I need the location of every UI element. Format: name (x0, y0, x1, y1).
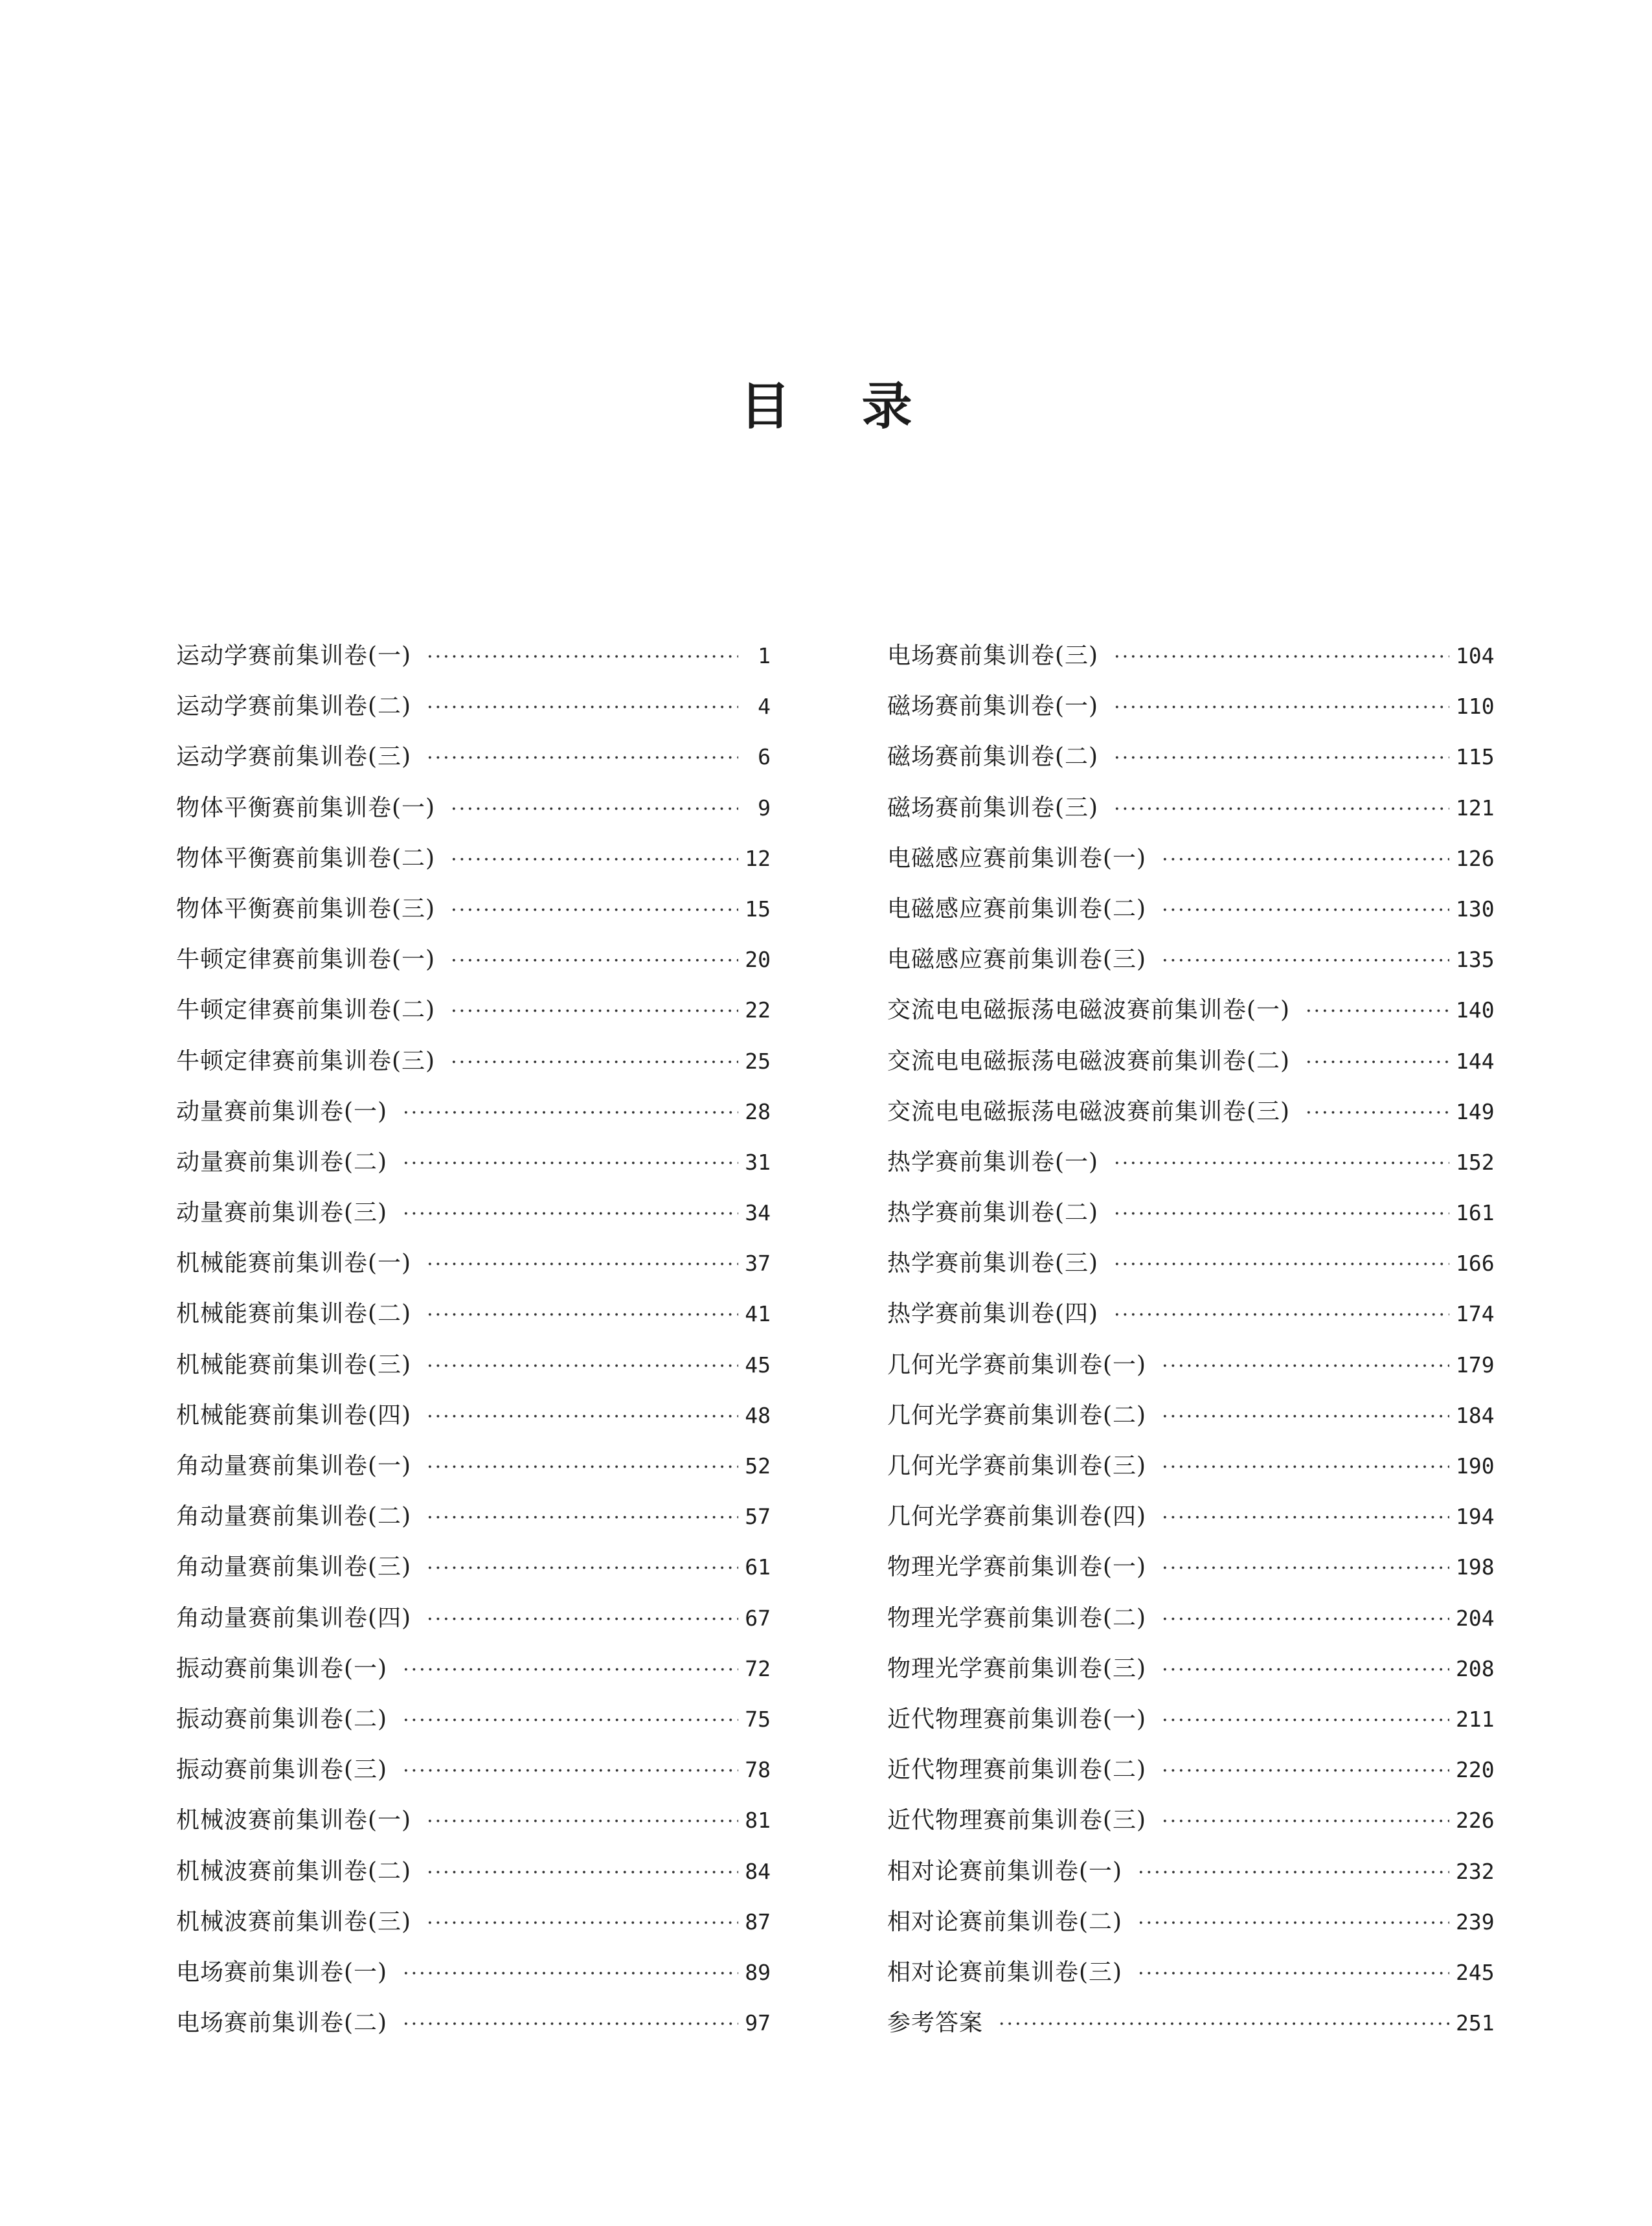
toc-entry[interactable] (887, 1087, 1495, 1137)
toc-entry-title: 物理光学赛前集训卷(三) (887, 1655, 1147, 1682)
toc-entry-page-number: 22 (745, 997, 771, 1023)
toc-entry-title: 动量赛前集训卷(二) (176, 1148, 388, 1175)
dot-leader (427, 1341, 738, 1392)
toc-entry-page-number: 89 (745, 1959, 771, 1985)
toc-entry-page-number: 174 (1456, 1301, 1495, 1327)
toc-entry-page-number: 57 (745, 1504, 771, 1530)
toc-entry[interactable] (176, 884, 771, 935)
dot-leader (403, 1088, 738, 1139)
toc-entry[interactable] (176, 1998, 771, 2049)
toc-entry-page-number: 72 (745, 1655, 771, 1681)
toc-entry[interactable] (887, 935, 1495, 985)
toc-entry-page-number: 251 (1456, 2010, 1495, 2036)
toc-entry[interactable] (887, 1441, 1495, 1492)
toc-entry[interactable] (176, 1087, 771, 1137)
toc-entry-page-number: 45 (745, 1352, 771, 1378)
toc-entry[interactable] (887, 1391, 1495, 1441)
toc-entry-page-number: 184 (1456, 1402, 1495, 1428)
toc-entry[interactable] (176, 1593, 771, 1644)
toc-entry-page-number: 121 (1456, 795, 1495, 821)
toc-entry-title: 近代物理赛前集训卷(一) (887, 1705, 1147, 1732)
toc-entry-page-number: 75 (745, 1706, 771, 1732)
toc-entry-title: 运动学赛前集训卷(二) (176, 693, 412, 720)
dot-leader (1162, 1645, 1449, 1696)
toc-entry[interactable] (176, 1542, 771, 1593)
toc-entry-title: 电磁感应赛前集训卷(二) (887, 895, 1147, 922)
toc-entry-title: 角动量赛前集训卷(一) (176, 1453, 412, 1479)
toc-entry-page-number: 115 (1456, 744, 1495, 770)
toc-entry-title: 牛顿定律赛前集训卷(一) (176, 946, 436, 973)
toc-entry[interactable] (887, 1948, 1495, 1998)
dot-leader (1306, 1088, 1449, 1139)
toc-entry[interactable] (887, 1745, 1495, 1795)
toc-entry-title: 磁场赛前集训卷(三) (887, 794, 1099, 821)
toc-entry-title: 参考答案 (887, 2010, 984, 2037)
toc-entry[interactable] (887, 985, 1495, 1036)
toc-entry[interactable] (887, 1289, 1495, 1339)
toc-entry-title: 电磁感应赛前集训卷(一) (887, 845, 1147, 872)
toc-entry-page-number: 78 (745, 1757, 771, 1783)
toc-entry-page-number: 179 (1456, 1352, 1495, 1378)
toc-entry-title: 角动量赛前集训卷(三) (176, 1554, 412, 1581)
toc-entry[interactable] (176, 1492, 771, 1542)
toc-entry-page-number: 41 (745, 1301, 771, 1327)
toc-entry-page-number: 149 (1456, 1098, 1495, 1124)
dot-leader (1114, 683, 1449, 733)
toc-entry-title: 角动量赛前集训卷(四) (176, 1604, 412, 1631)
toc-entry-page-number: 130 (1456, 896, 1495, 922)
dot-leader (1162, 1442, 1449, 1493)
toc-entry-title: 振动赛前集训卷(三) (176, 1756, 388, 1784)
page-title (0, 374, 1652, 439)
dot-leader (427, 1797, 738, 1847)
toc-entry[interactable] (887, 1340, 1495, 1391)
toc-entry[interactable] (887, 1644, 1495, 1694)
toc-entry[interactable] (176, 1238, 771, 1289)
dot-leader (1162, 1392, 1449, 1442)
toc-entry-title: 振动赛前集训卷(二) (176, 1705, 388, 1732)
toc-entry[interactable] (176, 1795, 771, 1846)
dot-leader (451, 885, 738, 936)
dot-leader (451, 986, 738, 1037)
dot-leader (427, 733, 738, 784)
dot-leader (403, 1696, 738, 1746)
toc-entry[interactable] (176, 1948, 771, 1998)
toc-entry-page-number: 37 (745, 1251, 771, 1277)
toc-entry[interactable] (176, 1644, 771, 1694)
toc-entry[interactable] (176, 935, 771, 985)
dot-leader (1114, 1290, 1449, 1341)
toc-entry-title: 物理光学赛前集训卷(二) (887, 1604, 1147, 1631)
toc-entry[interactable] (887, 1542, 1495, 1593)
toc-entry-title: 电场赛前集训卷(三) (887, 642, 1099, 669)
toc-entry[interactable] (176, 1340, 771, 1391)
toc-entry-title: 磁场赛前集训卷(二) (887, 744, 1099, 771)
toc-entry-title: 机械波赛前集训卷(三) (176, 1908, 412, 1935)
toc-entry-page-number: 166 (1456, 1251, 1495, 1277)
toc-entry[interactable] (176, 631, 771, 681)
dot-leader (1162, 1493, 1449, 1543)
dot-leader (427, 1493, 738, 1543)
toc-entry-page-number: 4 (758, 694, 771, 720)
toc-entry-title: 交流电电磁振荡电磁波赛前集训卷(二) (887, 1047, 1291, 1074)
toc-entry-page-number: 1 (758, 643, 771, 668)
toc-entry-title: 物理光学赛前集训卷(一) (887, 1554, 1147, 1581)
dot-leader (1306, 1038, 1449, 1088)
toc-entry-title: 物体平衡赛前集训卷(三) (176, 895, 436, 922)
toc-entry[interactable] (176, 1846, 771, 1897)
toc-entry-title: 动量赛前集训卷(三) (176, 1199, 388, 1227)
dot-leader (1138, 1949, 1449, 1999)
page-title-char-2: 录 (861, 377, 912, 436)
dot-leader (1114, 733, 1449, 784)
toc-entry-title: 近代物理赛前集训卷(二) (887, 1756, 1147, 1784)
toc-entry-title: 相对论赛前集训卷(一) (887, 1857, 1123, 1885)
toc-entry-page-number: 84 (745, 1858, 771, 1884)
toc-entry-title: 磁场赛前集训卷(一) (887, 693, 1099, 720)
toc-entry[interactable] (887, 834, 1495, 884)
toc-entry-title: 热学赛前集训卷(三) (887, 1250, 1099, 1277)
toc-entry[interactable] (176, 985, 771, 1036)
toc-entry[interactable] (887, 1188, 1495, 1238)
toc-entry-page-number: 204 (1456, 1605, 1495, 1631)
toc-entry-title: 物体平衡赛前集训卷(一) (176, 794, 436, 821)
dot-leader (451, 1038, 738, 1088)
toc-entry-page-number: 81 (745, 1808, 771, 1834)
toc-entry[interactable] (176, 1188, 771, 1238)
toc-entry[interactable] (887, 1694, 1495, 1745)
toc-entry-page-number: 48 (745, 1402, 771, 1428)
dot-leader (427, 1240, 738, 1290)
toc-entry-title: 几何光学赛前集训卷(一) (887, 1351, 1147, 1378)
toc-entry[interactable] (887, 1998, 1495, 2049)
toc-entry-title: 近代物理赛前集训卷(三) (887, 1807, 1147, 1834)
dot-leader (1162, 835, 1449, 885)
toc-entry-page-number: 67 (745, 1605, 771, 1631)
dot-leader (427, 683, 738, 733)
toc-entry-title: 动量赛前集训卷(一) (176, 1098, 388, 1125)
dot-leader (1114, 784, 1449, 835)
dot-leader (1162, 1543, 1449, 1594)
toc-entry[interactable] (887, 1238, 1495, 1289)
toc-entry-page-number: 208 (1456, 1655, 1495, 1681)
toc-entry-title: 机械能赛前集训卷(一) (176, 1250, 412, 1277)
dot-leader (427, 1898, 738, 1949)
toc-entry-page-number: 220 (1456, 1757, 1495, 1783)
toc-entry[interactable] (887, 884, 1495, 935)
toc-entry-page-number: 6 (758, 744, 771, 770)
toc-entry-title: 振动赛前集训卷(一) (176, 1655, 388, 1682)
toc-entry-page-number: 135 (1456, 947, 1495, 973)
dot-leader (427, 1392, 738, 1442)
dot-leader (427, 1848, 738, 1898)
toc-entry-title: 交流电电磁振荡电磁波赛前集训卷(一) (887, 997, 1291, 1024)
toc-entry-title: 机械波赛前集训卷(二) (176, 1857, 412, 1885)
toc-entry[interactable] (176, 1137, 771, 1188)
dot-leader (1162, 1595, 1449, 1645)
toc-entry[interactable] (887, 1795, 1495, 1846)
toc-entry-title: 电场赛前集训卷(一) (176, 1959, 388, 1986)
toc-entry[interactable] (176, 732, 771, 782)
dot-leader (1114, 1189, 1449, 1240)
dot-leader (1162, 885, 1449, 936)
toc-entry[interactable] (887, 732, 1495, 782)
dot-leader (403, 1645, 738, 1696)
toc-entry[interactable] (887, 681, 1495, 732)
dot-leader (1138, 1898, 1449, 1949)
toc-entry-page-number: 190 (1456, 1453, 1495, 1479)
toc-entry-page-number: 9 (758, 795, 771, 821)
toc-entry-page-number: 12 (745, 845, 771, 871)
toc-entry-title: 热学赛前集训卷(四) (887, 1300, 1099, 1328)
toc-entry-title: 几何光学赛前集训卷(三) (887, 1453, 1147, 1479)
toc-entry-page-number: 144 (1456, 1048, 1495, 1074)
toc-entry[interactable] (887, 1492, 1495, 1542)
toc-entry-title: 角动量赛前集训卷(二) (176, 1503, 412, 1530)
toc-entry[interactable] (887, 1036, 1495, 1087)
toc-entry-title: 电场赛前集训卷(二) (176, 2010, 388, 2037)
toc-entry-title: 电磁感应赛前集训卷(三) (887, 946, 1147, 973)
toc-entry-page-number: 161 (1456, 1200, 1495, 1226)
toc-entry[interactable] (176, 1745, 771, 1795)
toc-entry-page-number: 110 (1456, 694, 1495, 720)
dot-leader (427, 1595, 738, 1645)
toc-entry[interactable] (887, 1137, 1495, 1188)
toc-entry[interactable] (176, 1289, 771, 1339)
toc-entry-title: 热学赛前集训卷(一) (887, 1148, 1099, 1175)
toc-entry-page-number: 232 (1456, 1858, 1495, 1884)
toc-entry-title: 几何光学赛前集训卷(二) (887, 1402, 1147, 1429)
toc-entry-title: 物体平衡赛前集训卷(二) (176, 845, 436, 872)
toc-entry-page-number: 194 (1456, 1504, 1495, 1530)
toc-entry-page-number: 28 (745, 1098, 771, 1124)
dot-leader (403, 1949, 738, 1999)
toc-entry[interactable] (176, 834, 771, 884)
dot-leader (403, 1746, 738, 1797)
toc-entry-page-number: 15 (745, 896, 771, 922)
toc-entry-title: 机械能赛前集训卷(四) (176, 1402, 412, 1429)
toc-entry[interactable] (176, 1897, 771, 1948)
toc-entry-page-number: 34 (745, 1200, 771, 1226)
toc-entry-page-number: 140 (1456, 997, 1495, 1023)
dot-leader (1138, 1848, 1449, 1898)
toc-entry-title: 交流电电磁振荡电磁波赛前集训卷(三) (887, 1098, 1291, 1125)
toc-entry-title: 牛顿定律赛前集训卷(三) (176, 1047, 436, 1074)
toc-left-column (176, 631, 771, 2049)
toc-entry-page-number: 104 (1456, 643, 1495, 668)
toc-entry-title: 牛顿定律赛前集训卷(二) (176, 997, 436, 1024)
toc-entry[interactable] (176, 1694, 771, 1745)
toc-entry-page-number: 211 (1456, 1706, 1495, 1732)
dot-leader (403, 1189, 738, 1240)
toc-entry[interactable] (176, 783, 771, 834)
dot-leader (1114, 1240, 1449, 1290)
toc-entry-page-number: 97 (745, 2010, 771, 2036)
toc-entry[interactable] (887, 1897, 1495, 1948)
toc-entry-page-number: 245 (1456, 1959, 1495, 1985)
dot-leader (451, 936, 738, 986)
dot-leader (451, 784, 738, 835)
dot-leader (427, 1442, 738, 1493)
toc-entry-page-number: 152 (1456, 1149, 1495, 1175)
toc-entry-page-number: 52 (745, 1453, 771, 1479)
toc-entry-page-number: 31 (745, 1149, 771, 1175)
toc-entry-title: 几何光学赛前集训卷(四) (887, 1503, 1147, 1530)
toc-entry-page-number: 20 (745, 947, 771, 973)
toc-entry-page-number: 239 (1456, 1909, 1495, 1935)
dot-leader (999, 1999, 1449, 2050)
dot-leader (1162, 936, 1449, 986)
dot-leader (1114, 1139, 1449, 1189)
toc-entry-title: 运动学赛前集训卷(一) (176, 642, 412, 669)
toc-entry-title: 相对论赛前集训卷(二) (887, 1908, 1123, 1935)
toc-entry-page-number: 226 (1456, 1808, 1495, 1834)
toc-entry-title: 热学赛前集训卷(二) (887, 1199, 1099, 1227)
toc-entry-title: 运动学赛前集训卷(三) (176, 744, 412, 771)
toc-entry[interactable] (887, 1846, 1495, 1897)
toc-entry[interactable] (887, 631, 1495, 681)
dot-leader (1162, 1746, 1449, 1797)
dot-leader (403, 1999, 738, 2050)
toc-entry-page-number: 198 (1456, 1554, 1495, 1580)
dot-leader (427, 632, 738, 683)
toc-entry-title: 机械能赛前集训卷(二) (176, 1300, 412, 1328)
toc-right-column (887, 631, 1495, 2049)
toc-entry[interactable] (176, 1441, 771, 1492)
dot-leader (1114, 632, 1449, 683)
toc-entry-title: 机械波赛前集训卷(一) (176, 1807, 412, 1834)
dot-leader (451, 835, 738, 885)
page-title-char-1: 目 (740, 377, 791, 436)
toc-entry[interactable] (176, 1391, 771, 1441)
toc-entry-page-number: 61 (745, 1554, 771, 1580)
toc-entry-title: 相对论赛前集训卷(三) (887, 1959, 1123, 1986)
dot-leader (403, 1139, 738, 1189)
toc-entry[interactable] (887, 783, 1495, 834)
dot-leader (1306, 986, 1449, 1037)
toc-entry-page-number: 25 (745, 1048, 771, 1074)
toc-entry[interactable] (176, 681, 771, 732)
dot-leader (427, 1543, 738, 1594)
toc-entry-page-number: 126 (1456, 845, 1495, 871)
dot-leader (1162, 1341, 1449, 1392)
toc-entry-page-number: 87 (745, 1909, 771, 1935)
toc-entry[interactable] (887, 1593, 1495, 1644)
dot-leader (1162, 1797, 1449, 1847)
dot-leader (1162, 1696, 1449, 1746)
dot-leader (427, 1290, 738, 1341)
toc-entry[interactable] (176, 1036, 771, 1087)
toc-entry-title: 机械能赛前集训卷(三) (176, 1351, 412, 1378)
